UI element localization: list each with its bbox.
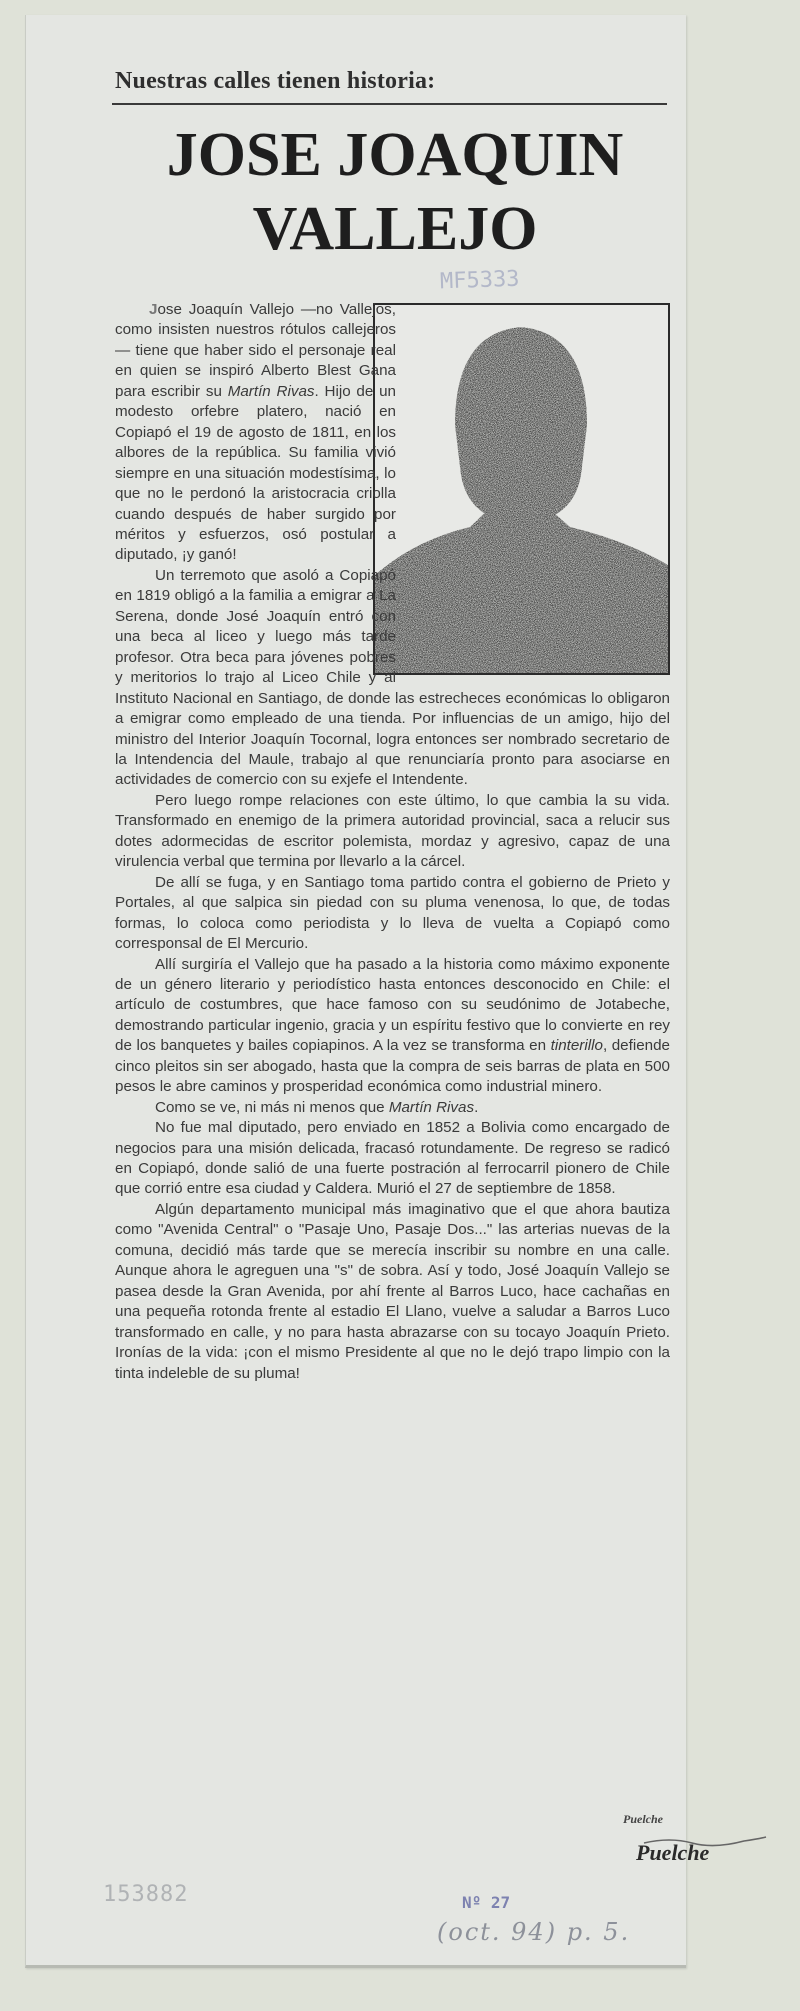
paragraph-text: . Hijo de un modesto orfebre platero, nació en Copiapó el 19 de agosto de 1811, en los albores de la república. Su familia vivió siempre en una situación modestísima, lo que no le perdonó la aristocracia criolla cuando después de haber surgido por méritos y esfuerzos, osó postular a diputado, ¡y ganó! <box>115 382 396 564</box>
paragraph-text: Un terremoto que asoló a Copiapó en 1819 obligó a la familia a emigrar a La Serena, donde José Joaquín entró con una beca al liceo y luego más tarde profesor. Otra beca para jóvenes pobres y meritorios lo trajo al Liceo Chile y al Instituto Nacional en Santiago, de donde las estrecheces económicas lo obligaron a emigrar como empleado de una tienda. Por influencias de un amigo, hijo del ministro del Interior Joaquín Tocornal, logra entonces ser nombrado secretario de la Intendencia del Maule, trabajo al que renunciaría pronto para asociarse en actividades de comercio con su exjefe el Intendente. <box>115 566 670 789</box>
kicker-divider <box>112 103 667 105</box>
article-paragraph <box>115 1098 670 1118</box>
paragraph-text: Algún departamento municipal más imaginativo que el que ahora bautiza como "Avenida Central" o "Pasaje Uno, Pasaje Dos..." las arterias nuevas de la comuna, decidió más tarde que se merecía inscribir su nombre en una calle. Aunque ahora le agreguen una "s" de sobra. Así y todo, José Joaquín Vallejo se pasea desde la Gran Avenida, por ahí frente al Barros Luco, hace cachañas en una pequeña rotonda frente al estadio El Llano, vuelve a saludar a Barros Luco transformado en calle, y no para hasta abrazarse con su tocayo Joaquín Prieto. Ironías de la vida: ¡con el mismo Presidente al que no le dejó trapo limpio con la tinta indeleble de su pluma! <box>115 1200 670 1382</box>
article-paragraph <box>115 1200 670 1384</box>
photo-space <box>408 300 670 672</box>
italic-title: Martín Rivas <box>227 382 315 400</box>
archive-code-handwritten: 153882 <box>103 1882 189 1907</box>
headline-line-2: VALLEJO <box>252 195 538 263</box>
paragraph-text: , defiende cinco pleitos sin ser abogado, hasta que la compra de seis barras de plata en 500 pesos le abre caminos y prosperidad económica como industrial minero. <box>115 1037 670 1096</box>
publication-logo: Puelche <box>636 1840 710 1865</box>
article-paragraph <box>115 955 670 1098</box>
paragraph-text: No fue mal diputado, pero enviado en 1852 a Bolivia como encargado de negocios para una misión delicada, fracasó rotundamente. De regreso se radicó en Copiapó, donde salió de una fuerte postración al ferrocarril pionero de Chile que corrió entre esa ciudad y Caldera. Murió el 27 de septiembre de 1858. <box>115 1119 670 1198</box>
article-paragraph <box>115 791 670 873</box>
headline <box>110 118 680 266</box>
paragraph-text: Allí surgiría el Vallejo que ha pasado a la historia como máximo exponente de un género literario y periodístico hasta entonces desconocido en Chile: el artículo de costumbres, que hace famoso con su seudónimo de Jotabeche, demostrando particular ingenio, gracia y un espíritu festivo que lo convierte en rey de los banquetes y bailes copiapinos. A la vez se transforma en <box>115 955 670 1055</box>
article-paragraph <box>115 873 670 955</box>
handwritten-date-page: (oct. 94) p. 5. <box>437 1918 631 1946</box>
drop-cap: J <box>149 301 158 318</box>
paragraph-text: ose Joaquín Vallejo —no Vallejos, como insisten nuestros rótulos callejeros— tiene que haber sido el personaje real en quien se inspiró Alberto Blest Gana para escribir su <box>115 301 396 400</box>
article-body <box>115 300 670 1384</box>
paragraph-text: Como se ve, ni más ni menos que <box>155 1098 389 1116</box>
italic-title: tinterillo <box>550 1037 603 1055</box>
paragraph-text: . <box>474 1098 479 1116</box>
archive-code-stamp: MF5333 <box>439 266 520 295</box>
section-kicker: Nuestras calles tienen historia: <box>115 68 436 94</box>
paragraph-text: De allí se fuga, y en Santiago toma partido contra el gobierno de Prieto y Portales, al que salpica sin piedad con su pluma venenosa, lo que, de todas formas, lo coloca como periodista y lo lleva de vuelta a Copiapó como corresponsal de El Mercurio. <box>115 873 670 953</box>
headline-line-1: JOSE JOAQUIN <box>166 121 624 189</box>
italic-title: Martín Rivas <box>388 1098 475 1116</box>
source-credit: Puelche <box>623 1812 663 1826</box>
handwritten-issue-number: Nº 27 <box>462 1893 511 1912</box>
article-paragraph <box>115 1118 670 1200</box>
paragraph-text: Pero luego rompe relaciones con este último, lo que cambia la su vida. Transformado en enemigo de la primera autoridad provincial, saca a relucir sus dotes adormecidas de escritor polemista, mordaz y agresivo, capaz de una virulencia verbal que termina por llevarlo a la cárcel. <box>115 791 670 871</box>
